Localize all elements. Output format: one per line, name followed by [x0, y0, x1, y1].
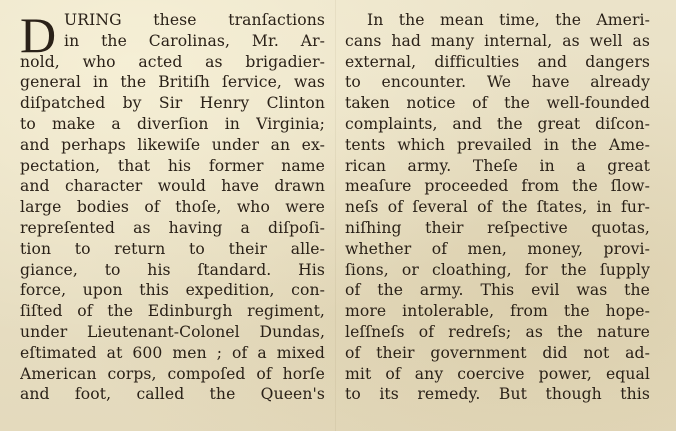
- text-line: American corps, compoſed of horſe: [20, 364, 325, 383]
- text-line: external, difficulties and dangers: [345, 52, 650, 71]
- text-line: pectation, that his former name: [20, 156, 325, 175]
- text-line: of their government did not ad-: [345, 343, 650, 362]
- text-line: complaints, and the great diſcon-: [345, 114, 650, 133]
- column-gutter: [335, 0, 336, 431]
- text-line: to encounter. We have already: [345, 73, 650, 92]
- text-line: nold, who acted as brigadier-: [20, 52, 325, 71]
- text-line: ſiſted of the Edinburgh regiment,: [20, 302, 325, 321]
- text-line: to its remedy. But though this: [345, 385, 650, 404]
- text-line: niſhing their reſpective quotas,: [345, 218, 650, 237]
- text-line: rican army. Theſe in a great: [345, 156, 650, 175]
- text-line: neſs of ſeveral of the ſtates, in fur-: [345, 198, 650, 217]
- text-line: URING these tranſactions: [64, 11, 325, 29]
- text-line: eſtimated at 600 men ; of a mixed: [20, 343, 325, 362]
- text-line: diſpatched by Sir Henry Clinton: [20, 94, 325, 113]
- text-line: large bodies of thoſe, who were: [20, 198, 325, 217]
- right-column: [345, 10, 650, 405]
- text-line: in the Carolinas, Mr. Ar-: [64, 31, 325, 50]
- drop-cap: D: [20, 7, 57, 63]
- text-line: and character would have drawn: [20, 177, 325, 196]
- text-line: tents which prevailed in the Ame-: [345, 135, 650, 154]
- text-line: taken notice of the well-founded: [345, 94, 650, 113]
- left-column: [20, 7, 325, 405]
- text-line: ſions, or cloathing, for the ſupply: [345, 260, 650, 279]
- text-line: leſſneſs of redreſs; as the nature: [345, 322, 650, 341]
- text-line: to make a diverſion in Virginia;: [20, 114, 325, 133]
- text-line: cans had many internal, as well as: [345, 31, 650, 50]
- text-line: whether of men, money, provi-: [345, 239, 650, 258]
- text-line: of the army. This evil was the: [345, 281, 650, 300]
- text-line: giance, to his ſtandard. His: [20, 260, 325, 279]
- text-line: In the mean time, the Ameri-: [367, 11, 650, 29]
- text-line: tion to return to their alle-: [20, 239, 325, 258]
- text-line: meaſure proceeded from the ſlow-: [345, 177, 650, 196]
- text-line: and perhaps likewiſe under an ex-: [20, 135, 325, 154]
- text-line: mit of any coercive power, equal: [345, 364, 650, 383]
- text-line: general in the Britiſh ſervice, was: [20, 73, 325, 92]
- text-line: under Lieutenant-Colonel Dundas,: [20, 322, 325, 341]
- text-line: more intolerable, from the hope-: [345, 302, 650, 321]
- text-line: repreſented as having a diſpoſi-: [20, 218, 325, 237]
- text-line: force, upon this expedition, con-: [20, 281, 325, 300]
- text-line: and foot, called the Queen's: [20, 385, 325, 404]
